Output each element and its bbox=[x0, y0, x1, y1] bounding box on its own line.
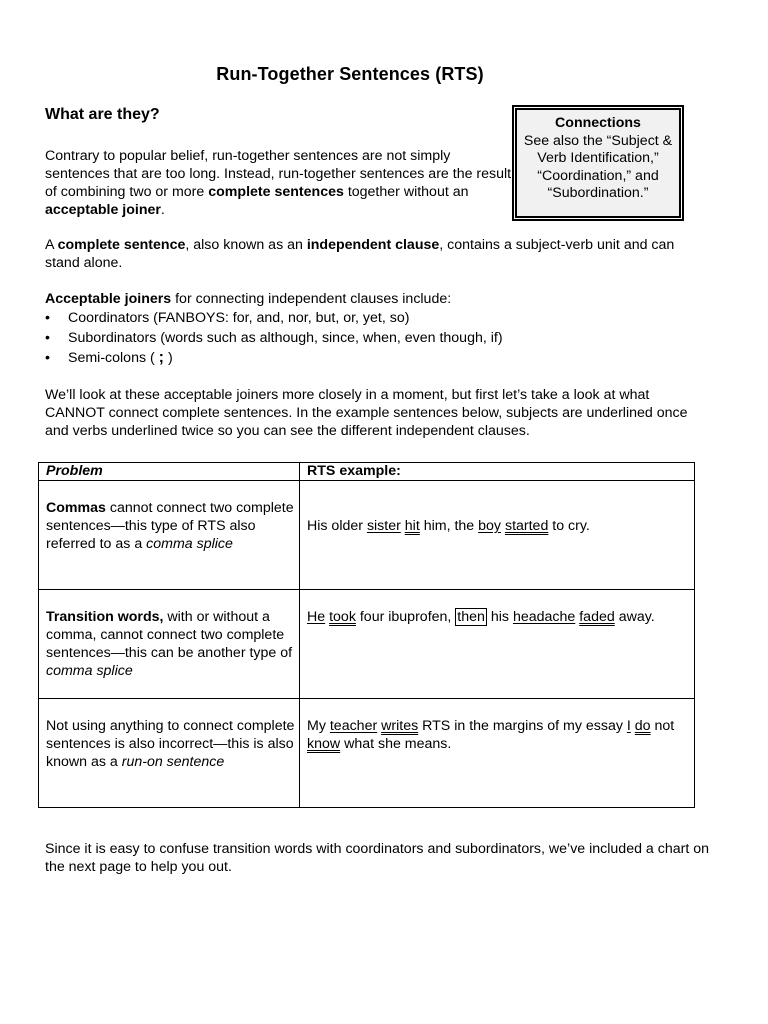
problem-cell bbox=[39, 699, 300, 808]
def-text-1: A bbox=[45, 237, 58, 253]
problem-bold: Transition words, bbox=[46, 609, 164, 625]
table-row bbox=[39, 590, 695, 699]
list-item bbox=[45, 348, 705, 368]
list-item-text: Subordinators (words such as although, since, when, even though, if) bbox=[68, 330, 503, 346]
ex-text: not bbox=[650, 718, 675, 734]
header-problem-text: Problem bbox=[46, 463, 103, 479]
intro-text-3: . bbox=[160, 202, 165, 218]
ex-text: him, the bbox=[419, 518, 479, 534]
problem-italic: comma splice bbox=[46, 663, 133, 679]
connections-body: See also the “Subject & Verb Identification,” “Coordination,” and “Subordination.” bbox=[523, 132, 673, 201]
problem-text bbox=[46, 590, 299, 680]
table-row bbox=[39, 699, 695, 808]
def-text-2: , also known as an bbox=[185, 237, 307, 253]
ex-subject: teacher bbox=[329, 718, 378, 734]
explanation-paragraph: We’ll look at these acceptable joiners more closely in a moment, but first let’s take a look at what CANNOT connect complete sentences. In the example sentences below, subjects are underlined once and verbs underlined twice so you can see the different independent clauses. bbox=[45, 387, 688, 439]
bullet-icon: • bbox=[45, 310, 50, 326]
ex-text: four ibuprofen, bbox=[355, 609, 456, 625]
example-cell bbox=[300, 481, 695, 590]
list-item bbox=[45, 308, 705, 328]
problem-text bbox=[46, 481, 299, 553]
joiners-lead bbox=[45, 290, 705, 308]
intro-text-2: together without an bbox=[343, 184, 469, 200]
bullet-icon: • bbox=[45, 350, 50, 366]
problem-cell bbox=[39, 590, 300, 699]
joiners-section bbox=[45, 290, 705, 368]
ex-subject: He bbox=[307, 609, 326, 625]
ex-text: his bbox=[486, 609, 513, 625]
ex-transition-word: then bbox=[457, 609, 485, 625]
table-row bbox=[39, 481, 695, 590]
example-cell bbox=[300, 699, 695, 808]
joiners-list bbox=[45, 308, 705, 368]
ex-verb: faded bbox=[579, 609, 615, 625]
ex-subject: I bbox=[626, 718, 631, 734]
ex-verb: writes bbox=[381, 718, 419, 734]
closing-paragraph: Since it is easy to confuse transition words with coordinators and subordinators, we’ve included a chart on the next page to help you out. bbox=[45, 841, 710, 875]
header-problem bbox=[39, 463, 300, 481]
example-sentence bbox=[307, 699, 694, 753]
list-item-text: Coordinators (FANBOYS: for, and, nor, but, or, yet, so) bbox=[68, 310, 410, 326]
semicolon-text-post: ) bbox=[164, 350, 173, 366]
ex-text: what she means. bbox=[340, 736, 452, 752]
ex-text: RTS in the margins of my essay bbox=[418, 718, 627, 734]
intro-text-1: Contrary to popular belief, run-together sentences are not simply sentences that are too long. Instead, run-together sentences are the result of combining two or more bbox=[45, 148, 512, 200]
definition-paragraph bbox=[45, 236, 705, 272]
ex-verb: hit bbox=[404, 518, 420, 534]
example-sentence bbox=[307, 481, 694, 535]
connections-heading: Connections bbox=[555, 115, 641, 131]
intro-bold-acceptable-joiner: acceptable joiner bbox=[45, 202, 161, 218]
def-bold-independent-clause: independent clause bbox=[306, 237, 440, 253]
problem-text bbox=[46, 699, 299, 771]
joiners-lead-bold: Acceptable joiners bbox=[45, 291, 172, 307]
section-heading: What are they? bbox=[45, 106, 160, 123]
list-item bbox=[45, 328, 705, 348]
page-title: Run-Together Sentences (RTS) bbox=[216, 64, 484, 84]
ex-text: His older bbox=[307, 518, 367, 534]
table-header-row bbox=[39, 463, 695, 481]
problem-desc: Not using anything to connect complete sentences is also incorrect—this is also known as a bbox=[46, 718, 295, 770]
rts-table bbox=[38, 462, 695, 808]
bullet-icon: • bbox=[45, 330, 50, 346]
def-bold-complete-sentence: complete sentence bbox=[57, 237, 186, 253]
joiners-lead-text: for connecting independent clauses include: bbox=[171, 291, 452, 307]
problem-desc: with or without a comma, cannot connect two complete sentences—this can be another type of bbox=[46, 609, 293, 661]
header-example: RTS example: bbox=[300, 463, 695, 481]
problem-italic: comma splice bbox=[146, 536, 233, 552]
ex-verb: took bbox=[329, 609, 356, 625]
ex-verb: started bbox=[504, 518, 549, 534]
intro-paragraph bbox=[45, 147, 515, 219]
ex-subject: boy bbox=[478, 518, 502, 534]
problem-bold: Commas bbox=[46, 500, 106, 516]
ex-text: away. bbox=[614, 609, 655, 625]
ex-text: to cry. bbox=[548, 518, 590, 534]
ex-verb: know bbox=[307, 736, 341, 752]
problem-italic: run-on sentence bbox=[121, 754, 225, 770]
problem-desc: cannot connect two complete sentences—this type of RTS also referred to as a bbox=[46, 500, 294, 552]
ex-subject: sister bbox=[366, 518, 401, 534]
problem-cell bbox=[39, 481, 300, 590]
intro-bold-complete-sentences: complete sentences bbox=[208, 184, 344, 200]
ex-verb: do bbox=[634, 718, 651, 734]
ex-subject: headache bbox=[512, 609, 576, 625]
def-text-3: , contains a subject-verb unit and can stand alone. bbox=[45, 237, 675, 271]
example-sentence bbox=[307, 590, 694, 626]
semicolon-mark: ; bbox=[158, 349, 164, 366]
semicolon-text-pre: Semi-colons ( bbox=[68, 350, 159, 366]
ex-text: My bbox=[307, 718, 330, 734]
example-cell bbox=[300, 590, 695, 699]
connections-box bbox=[515, 108, 681, 218]
